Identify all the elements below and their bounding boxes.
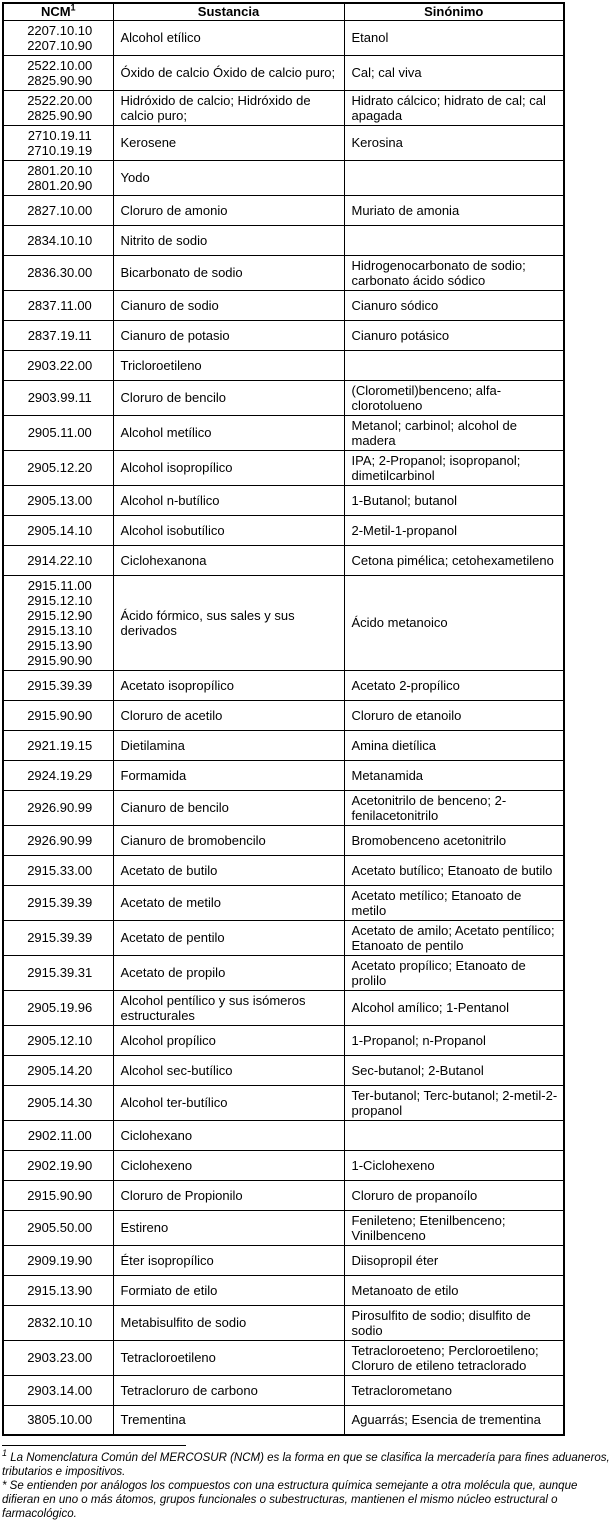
ncm-code: 2926.90.99 xyxy=(27,832,93,848)
sustancia-cell: Cloruro de acetilo xyxy=(113,700,344,730)
ncm-cell xyxy=(3,1305,113,1340)
sinonimo-cell: Etanol xyxy=(344,20,564,55)
ncm-code: 2915.12.10 xyxy=(27,592,93,608)
ncm-cell xyxy=(3,730,113,760)
sustancia-cell: Alcohol pentílico y sus isómeros estructurales xyxy=(113,990,344,1025)
sustancia-cell: Cianuro de bencilo xyxy=(113,790,344,825)
ncm-cell xyxy=(3,545,113,575)
ncm-cell xyxy=(3,380,113,415)
ncm-cell xyxy=(3,515,113,545)
ncm-cell xyxy=(3,255,113,290)
sustancia-cell: Tricloroetileno xyxy=(113,350,344,380)
table-row xyxy=(3,1340,564,1375)
table-row xyxy=(3,255,564,290)
sustancia-cell: Hidróxido de calcio; Hidróxido de calcio puro; xyxy=(113,90,344,125)
ncm-cell xyxy=(3,1245,113,1275)
header-row xyxy=(3,3,564,20)
sustancia-cell: Ciclohexano xyxy=(113,1120,344,1150)
ncm-cell xyxy=(3,225,113,255)
ncm-cell xyxy=(3,760,113,790)
ncm-cell xyxy=(3,825,113,855)
sustancia-column-header: Sustancia xyxy=(113,3,344,20)
sinonimo-cell: Kerosina xyxy=(344,125,564,160)
ncm-cell xyxy=(3,1340,113,1375)
table-row xyxy=(3,380,564,415)
sinonimo-cell: Acetonitrilo de benceno; 2-fenilacetonitrilo xyxy=(344,790,564,825)
sinonimo-cell: Cetona pimélica; cetohexametileno xyxy=(344,545,564,575)
sinonimo-cell: Hidrogenocarbonato de sodio; carbonato ácido sódico xyxy=(344,255,564,290)
table-row xyxy=(3,20,564,55)
ncm-code: 2837.19.11 xyxy=(27,327,92,343)
footnote-ncm xyxy=(2,1448,611,1479)
sustancia-cell: Ciclohexanona xyxy=(113,545,344,575)
table-row xyxy=(3,320,564,350)
table-row xyxy=(3,450,564,485)
ncm-code: 2903.22.00 xyxy=(27,357,93,373)
table-row xyxy=(3,790,564,825)
table-row xyxy=(3,855,564,885)
table-row xyxy=(3,575,564,670)
sinonimo-cell: Hidrato cálcico; hidrato de cal; cal apagada xyxy=(344,90,564,125)
sustancia-cell: Acetato de metilo xyxy=(113,885,344,920)
sinonimo-cell xyxy=(344,160,564,195)
ncm-cell xyxy=(3,1025,113,1055)
table-row xyxy=(3,730,564,760)
ncm-cell xyxy=(3,670,113,700)
ncm-code: 2902.11.00 xyxy=(27,1127,92,1143)
table-row xyxy=(3,1275,564,1305)
sustancia-cell: Acetato de pentilo xyxy=(113,920,344,955)
sustancia-cell: Cianuro de bromobencilo xyxy=(113,825,344,855)
table-row xyxy=(3,55,564,90)
ncm-code: 2905.12.20 xyxy=(27,460,93,475)
ncm-code: 2915.13.90 xyxy=(27,1282,93,1298)
sinonimo-cell: Cloruro de propanoílo xyxy=(344,1180,564,1210)
table-row xyxy=(3,1025,564,1055)
ncm-code: 2834.10.10 xyxy=(27,232,93,248)
ncm-code: 2914.22.10 xyxy=(27,552,93,568)
sinonimo-cell: Tetracloroeteno; Percloroetileno; Cloruro de etileno tetraclorado xyxy=(344,1340,564,1375)
table-row xyxy=(3,825,564,855)
sustancia-cell: Alcohol n-butílico xyxy=(113,485,344,515)
ncm-code: 2825.90.90 xyxy=(27,107,93,123)
sustancia-cell: Trementina xyxy=(113,1405,344,1435)
table-body xyxy=(3,20,564,1435)
sinonimo-cell: 1-Butanol; butanol xyxy=(344,485,564,515)
ncm-code: 2905.11.00 xyxy=(27,425,92,440)
sustancia-cell: Bicarbonato de sodio xyxy=(113,255,344,290)
sinonimo-cell xyxy=(344,1120,564,1150)
table-row xyxy=(3,990,564,1025)
footnote-marker: 1 xyxy=(2,1448,8,1459)
table-row xyxy=(3,1180,564,1210)
ncm-code: 2522.10.00 xyxy=(27,57,93,73)
sinonimo-cell: Ácido metanoico xyxy=(344,575,564,670)
ncm-code: 3805.10.00 xyxy=(27,1412,93,1428)
ncm-code: 2915.11.00 xyxy=(27,577,92,593)
sinonimo-cell: IPA; 2-Propanol; isopropanol; dimetilcarbinol xyxy=(344,450,564,485)
ncm-column-header xyxy=(3,3,113,20)
sinonimo-cell: Aguarrás; Esencia de trementina xyxy=(344,1405,564,1435)
table-row xyxy=(3,1055,564,1085)
ncm-cell xyxy=(3,990,113,1025)
table-row xyxy=(3,225,564,255)
sinonimo-cell: 2-Metil-1-propanol xyxy=(344,515,564,545)
sustancia-cell: Éter isopropílico xyxy=(113,1245,344,1275)
ncm-code: 2905.13.00 xyxy=(27,492,93,508)
sustancia-cell: Cloruro de amonio xyxy=(113,195,344,225)
sustancia-cell: Alcohol isopropílico xyxy=(113,450,344,485)
sinonimo-cell: Cloruro de etanoilo xyxy=(344,700,564,730)
ncm-cell xyxy=(3,160,113,195)
sinonimo-cell: Amina dietílica xyxy=(344,730,564,760)
sinonimo-column-header: Sinónimo xyxy=(344,3,564,20)
sinonimo-cell: Muriato de amonia xyxy=(344,195,564,225)
ncm-code: 2905.14.20 xyxy=(27,1062,93,1078)
ncm-cell xyxy=(3,920,113,955)
sustancia-cell: Acetato de butilo xyxy=(113,855,344,885)
table-row xyxy=(3,670,564,700)
ncm-code: 2915.39.39 xyxy=(27,677,93,693)
ncm-cell xyxy=(3,350,113,380)
table-row xyxy=(3,955,564,990)
sustancia-cell: Tetracloroetileno xyxy=(113,1340,344,1375)
sinonimo-cell: Acetato de amilo; Acetato pentílico; Etanoato de pentilo xyxy=(344,920,564,955)
ncm-code: 2801.20.10 xyxy=(27,162,93,178)
ncm-code: 2915.90.90 xyxy=(27,652,93,668)
table-row xyxy=(3,485,564,515)
sustancia-cell: Estireno xyxy=(113,1210,344,1245)
substances-table xyxy=(2,2,565,1436)
ncm-cell xyxy=(3,575,113,670)
ncm-code: 2801.20.90 xyxy=(27,177,93,193)
sinonimo-cell: (Clorometil)benceno; alfa-clorotolueno xyxy=(344,380,564,415)
sustancia-cell: Ciclohexeno xyxy=(113,1150,344,1180)
ncm-cell xyxy=(3,450,113,485)
sinonimo-cell xyxy=(344,225,564,255)
sustancia-cell: Nitrito de sodio xyxy=(113,225,344,255)
sinonimo-cell: 1-Ciclohexeno xyxy=(344,1150,564,1180)
sustancia-cell: Cloruro de Propionilo xyxy=(113,1180,344,1210)
sinonimo-cell: Alcohol amílico; 1-Pentanol xyxy=(344,990,564,1025)
sinonimo-cell: Acetato propílico; Etanoato de prolilo xyxy=(344,955,564,990)
sustancia-cell: Óxido de calcio Óxido de calcio puro; xyxy=(113,55,344,90)
table-row xyxy=(3,1210,564,1245)
footnotes xyxy=(2,1448,611,1521)
ncm-code: 2924.19.29 xyxy=(27,767,93,783)
footnote-analogos: * Se entienden por análogos los compuestos con una estructura química semejante a otra molécula que, aunque difieran en uno o más átomos, grupos funcionales o subestructuras, mantienen el mismo núcleo estructural o farmacológico. xyxy=(2,1480,578,1520)
ncm-code: 2905.14.10 xyxy=(27,522,93,538)
sinonimo-cell: Cal; cal viva xyxy=(344,55,564,90)
ncm-code: 2710.19.19 xyxy=(27,142,93,158)
table-row xyxy=(3,1305,564,1340)
table-row xyxy=(3,1120,564,1150)
ncm-cell xyxy=(3,320,113,350)
ncm-cell xyxy=(3,55,113,90)
table-row xyxy=(3,760,564,790)
ncm-cell xyxy=(3,415,113,450)
ncm-cell xyxy=(3,1150,113,1180)
sustancia-cell: Ácido fórmico, sus sales y sus derivados xyxy=(113,575,344,670)
table-row xyxy=(3,920,564,955)
ncm-code: 2836.30.00 xyxy=(27,265,93,280)
table-row xyxy=(3,1085,564,1120)
ncm-cell xyxy=(3,20,113,55)
ncm-code: 2926.90.99 xyxy=(27,800,93,815)
ncm-cell xyxy=(3,1275,113,1305)
ncm-cell xyxy=(3,1375,113,1405)
ncm-cell xyxy=(3,125,113,160)
sustancia-cell: Formamida xyxy=(113,760,344,790)
sinonimo-cell: Metanol; carbinol; alcohol de madera xyxy=(344,415,564,450)
table-row xyxy=(3,1150,564,1180)
ncm-cell xyxy=(3,700,113,730)
ncm-cell xyxy=(3,1120,113,1150)
sustancia-cell: Acetato isopropílico xyxy=(113,670,344,700)
sustancia-cell: Cianuro de potasio xyxy=(113,320,344,350)
ncm-cell xyxy=(3,195,113,225)
ncm-code: 2207.10.10 xyxy=(27,22,93,38)
ncm-footnote-marker: 1 xyxy=(70,3,76,13)
ncm-code: 2915.90.90 xyxy=(27,707,93,723)
ncm-code: 2903.99.11 xyxy=(27,390,92,405)
sustancia-cell: Cloruro de bencilo xyxy=(113,380,344,415)
ncm-cell xyxy=(3,955,113,990)
sustancia-cell: Alcohol ter-butílico xyxy=(113,1085,344,1120)
sustancia-cell: Tetracloruro de carbono xyxy=(113,1375,344,1405)
ncm-code: 2915.39.31 xyxy=(27,965,93,980)
sinonimo-cell: Metanoato de etilo xyxy=(344,1275,564,1305)
ncm-cell xyxy=(3,290,113,320)
table-row xyxy=(3,195,564,225)
ncm-code: 2915.39.39 xyxy=(27,930,93,945)
ncm-code: 2827.10.00 xyxy=(27,202,93,218)
footnote-ncm-text: La Nomenclatura Común del MERCOSUR (NCM) es la forma en que se clasifica la mercadería para fines aduaneros, tributarios e impositivos. xyxy=(2,1452,610,1478)
sustancia-cell: Alcohol isobutílico xyxy=(113,515,344,545)
ncm-cell xyxy=(3,1085,113,1120)
ncm-code: 2905.19.96 xyxy=(27,1000,93,1015)
sinonimo-cell: Cianuro potásico xyxy=(344,320,564,350)
table-row xyxy=(3,1405,564,1435)
ncm-code: 2905.50.00 xyxy=(27,1220,93,1235)
table-row xyxy=(3,290,564,320)
sinonimo-cell xyxy=(344,350,564,380)
table-row xyxy=(3,545,564,575)
ncm-code: 2915.33.00 xyxy=(27,862,93,878)
table-row xyxy=(3,415,564,450)
sinonimo-cell: Cianuro sódico xyxy=(344,290,564,320)
sustancia-cell: Metabisulfito de sodio xyxy=(113,1305,344,1340)
sustancia-cell: Alcohol sec-butílico xyxy=(113,1055,344,1085)
sinonimo-cell: Acetato 2-propílico xyxy=(344,670,564,700)
ncm-code: 2909.19.90 xyxy=(27,1252,93,1268)
table-row xyxy=(3,885,564,920)
table-row xyxy=(3,350,564,380)
ncm-code: 2902.19.90 xyxy=(27,1157,93,1173)
sinonimo-cell: 1-Propanol; n-Propanol xyxy=(344,1025,564,1055)
ncm-code: 2903.23.00 xyxy=(27,1350,93,1365)
ncm-cell xyxy=(3,1405,113,1435)
sinonimo-cell: Tetraclorometano xyxy=(344,1375,564,1405)
sustancia-cell: Alcohol propílico xyxy=(113,1025,344,1055)
ncm-code: 2915.39.39 xyxy=(27,895,93,910)
sinonimo-cell: Diisopropil éter xyxy=(344,1245,564,1275)
ncm-code: 2915.13.90 xyxy=(27,637,93,653)
sustancia-cell: Yodo xyxy=(113,160,344,195)
ncm-header-label: NCM xyxy=(40,4,71,20)
sinonimo-cell: Acetato butílico; Etanoato de butilo xyxy=(344,855,564,885)
sustancia-cell: Acetato de propilo xyxy=(113,955,344,990)
ncm-code: 2905.14.30 xyxy=(27,1095,93,1110)
sinonimo-cell: Bromobenceno acetonitrilo xyxy=(344,825,564,855)
footnote-separator xyxy=(2,1445,186,1446)
ncm-cell xyxy=(3,1055,113,1085)
table-row xyxy=(3,1375,564,1405)
sinonimo-cell: Ter-butanol; Terc-butanol; 2-metil-2-propanol xyxy=(344,1085,564,1120)
ncm-cell xyxy=(3,90,113,125)
sustancia-cell: Formiato de etilo xyxy=(113,1275,344,1305)
ncm-code: 2207.10.90 xyxy=(27,37,93,53)
sinonimo-cell: Metanamida xyxy=(344,760,564,790)
table-row xyxy=(3,515,564,545)
ncm-cell xyxy=(3,855,113,885)
sinonimo-cell: Acetato metílico; Etanoato de metilo xyxy=(344,885,564,920)
ncm-cell xyxy=(3,885,113,920)
sustancia-cell: Dietilamina xyxy=(113,730,344,760)
sustancia-cell: Cianuro de sodio xyxy=(113,290,344,320)
table-header xyxy=(3,3,564,20)
ncm-code: 2710.19.11 xyxy=(27,127,92,143)
sustancia-cell: Alcohol metílico xyxy=(113,415,344,450)
table-row xyxy=(3,125,564,160)
ncm-code: 2837.11.00 xyxy=(27,297,92,313)
ncm-cell xyxy=(3,1180,113,1210)
sinonimo-cell: Fenileteno; Etenilbenceno; Vinilbenceno xyxy=(344,1210,564,1245)
ncm-cell xyxy=(3,485,113,515)
table-row xyxy=(3,1245,564,1275)
ncm-code: 2915.13.10 xyxy=(27,622,93,638)
table-row xyxy=(3,160,564,195)
sustancia-cell: Alcohol etílico xyxy=(113,20,344,55)
ncm-code: 2915.90.90 xyxy=(27,1187,93,1203)
ncm-code: 2905.12.10 xyxy=(27,1032,93,1048)
ncm-cell xyxy=(3,790,113,825)
sinonimo-cell: Sec-butanol; 2-Butanol xyxy=(344,1055,564,1085)
ncm-code: 2915.12.90 xyxy=(27,607,93,623)
table-row xyxy=(3,700,564,730)
sinonimo-cell: Pirosulfito de sodio; disulfito de sodio xyxy=(344,1305,564,1340)
ncm-code: 2522.20.00 xyxy=(27,92,93,108)
table-row xyxy=(3,90,564,125)
sustancia-cell: Kerosene xyxy=(113,125,344,160)
ncm-code: 2832.10.10 xyxy=(27,1315,93,1330)
ncm-code: 2921.19.15 xyxy=(27,737,93,753)
ncm-cell xyxy=(3,1210,113,1245)
ncm-code: 2903.14.00 xyxy=(27,1382,93,1398)
ncm-code: 2825.90.90 xyxy=(27,72,93,88)
